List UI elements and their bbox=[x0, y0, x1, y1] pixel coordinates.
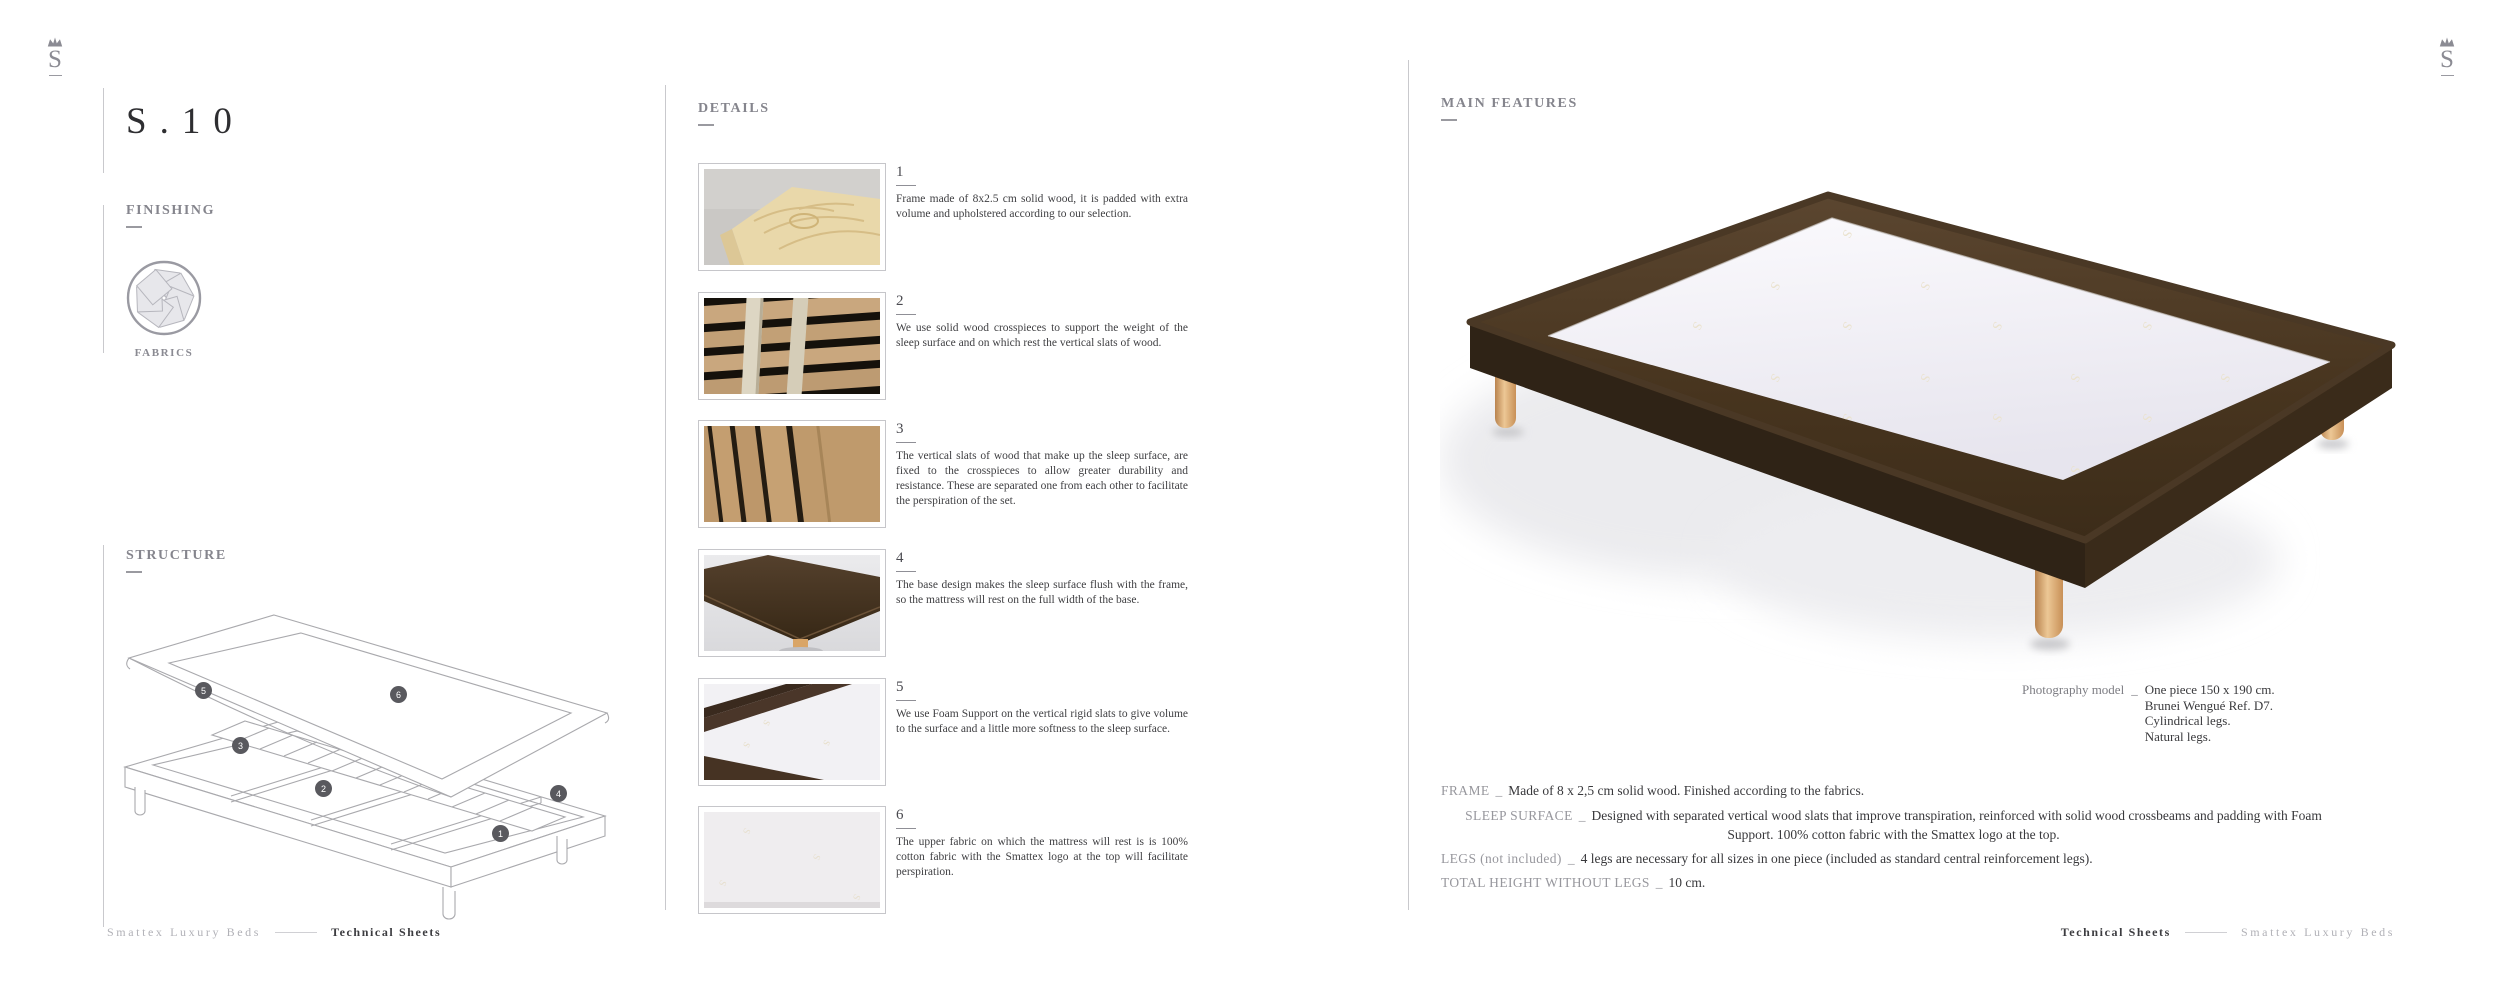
detail-thumb-2 bbox=[698, 292, 886, 400]
photography-line: One piece 150 x 190 cm. bbox=[2144, 682, 2275, 697]
detail-number-6: 6 bbox=[896, 807, 916, 829]
svg-text:S: S bbox=[741, 740, 753, 750]
footer-section: Technical Sheets bbox=[331, 925, 442, 939]
details-heading: DETAILS bbox=[698, 101, 770, 116]
fabric-swatch-icon bbox=[125, 259, 203, 342]
photography-line: Natural legs. bbox=[2144, 728, 2212, 744]
main-features-underline bbox=[1441, 119, 1457, 121]
footer-section: Technical Sheets bbox=[2060, 925, 2171, 939]
main-features-section bbox=[1441, 96, 1578, 121]
detail-thumb-4 bbox=[698, 549, 886, 657]
structure-underline bbox=[126, 571, 142, 573]
detail-text-5: We use Foam Support on the vertical rigid slats to give volume to the surface and a little more softness to the sleep surface. bbox=[896, 708, 1188, 735]
logo-letter: S bbox=[2440, 46, 2454, 73]
rail-structure bbox=[103, 545, 104, 927]
bed-photo bbox=[1440, 160, 2420, 685]
footer-brand: Smattex Luxury Beds bbox=[2240, 925, 2395, 939]
details-divider bbox=[665, 85, 666, 910]
structure-badge-6: 6 bbox=[390, 686, 407, 703]
detail-text-6: The upper fabric on which the mattress will rest is is 100% cotton fabric with the Smattex logo at the top will facilitate perspiration. bbox=[896, 836, 1188, 878]
structure-badge-5: 5 bbox=[195, 682, 212, 699]
detail-thumb-6 bbox=[698, 806, 886, 914]
svg-text:S: S bbox=[821, 738, 833, 748]
structure-badge-1: 1 bbox=[492, 825, 509, 842]
svg-text:S: S bbox=[809, 852, 823, 862]
page-divider bbox=[1408, 60, 1409, 910]
detail-thumb-3 bbox=[698, 420, 886, 528]
feature-sleep-surface: SLEEP SURFACE _ Designed with separated vertical wood slats that improve transpiration, reinforced with solid wood crossbeams and padding with Foam Support. 100% cotton fabric with the Smattex logo at the top. bbox=[1465, 808, 2322, 842]
rail-finishing bbox=[103, 205, 104, 353]
photography-line: Brunei Wengué Ref. D7. bbox=[2144, 697, 2274, 713]
detail-text-1: Frame made of 8x2.5 cm solid wood, it is padded with extra volume and upholstered according to our selection. bbox=[896, 193, 1188, 220]
structure-section bbox=[126, 548, 227, 573]
structure-badge-3: 3 bbox=[232, 737, 249, 754]
brand-logo-left bbox=[40, 36, 70, 76]
rail-title bbox=[103, 88, 104, 173]
feature-frame: FRAME _ Made of 8 x 2,5 cm solid wood. Finished according to the fabrics. bbox=[1441, 783, 1865, 798]
footer-divider-line bbox=[275, 932, 317, 933]
photography-values bbox=[2145, 682, 2275, 744]
structure-heading: STRUCTURE bbox=[126, 548, 227, 563]
photography-line: Cylindrical legs. bbox=[2144, 713, 2231, 728]
structure-badge-2: 2 bbox=[315, 780, 332, 797]
page-title: S.10 bbox=[126, 101, 245, 142]
details-section bbox=[698, 101, 770, 126]
svg-text:S: S bbox=[761, 718, 773, 728]
details-underline bbox=[698, 124, 714, 126]
svg-text:S: S bbox=[715, 878, 729, 888]
detail-text-4: The base design makes the sleep surface flush with the frame, so the mattress will rest on the full width of the base. bbox=[896, 579, 1188, 606]
detail-text-3: The vertical slats of wood that make up the sleep surface, are fixed to the crosspieces to allow greater durability and resistance. These are separated one from each other to facilitate the perspiration of the set. bbox=[896, 450, 1188, 507]
photography-model-note bbox=[2022, 682, 2275, 744]
detail-text-2: We use solid wood crosspieces to support the weight of the sleep surface and on which rest the vertical slats of wood. bbox=[896, 322, 1188, 349]
footer-right bbox=[2061, 925, 2395, 940]
detail-number-5: 5 bbox=[896, 679, 916, 701]
logo-underline bbox=[2441, 75, 2454, 76]
svg-text:S: S bbox=[849, 892, 863, 902]
detail-number-4: 4 bbox=[896, 550, 916, 572]
footer-left bbox=[107, 925, 441, 940]
finishing-heading: FINISHING bbox=[126, 203, 216, 218]
logo-underline bbox=[49, 75, 62, 76]
main-features-heading: MAIN FEATURES bbox=[1441, 96, 1578, 111]
footer-divider-line bbox=[2185, 932, 2227, 933]
photography-label: Photography model bbox=[2022, 682, 2125, 697]
detail-number-3: 3 bbox=[896, 421, 916, 443]
svg-text:S: S bbox=[739, 826, 753, 836]
feature-total-height: TOTAL HEIGHT WITHOUT LEGS _ 10 cm. bbox=[1441, 875, 1706, 890]
structure-badge-4: 4 bbox=[550, 785, 567, 802]
structure-diagram bbox=[105, 595, 625, 935]
fabrics-label: FABRICS bbox=[134, 347, 194, 359]
footer-brand: Smattex Luxury Beds bbox=[107, 925, 262, 939]
detail-thumb-1 bbox=[698, 163, 886, 271]
photography-separator: _ bbox=[2131, 682, 2138, 697]
brand-logo-right bbox=[2432, 36, 2462, 76]
finishing-underline bbox=[126, 226, 142, 228]
logo-letter: S bbox=[48, 46, 62, 73]
feature-legs: LEGS (not included) _ 4 legs are necessary for all sizes in one piece (included as standard central reinforcement legs). bbox=[1441, 851, 2093, 866]
detail-number-2: 2 bbox=[896, 293, 916, 315]
finishing-section bbox=[126, 203, 215, 228]
detail-thumb-5 bbox=[698, 678, 886, 786]
detail-number-1: 1 bbox=[896, 164, 916, 186]
